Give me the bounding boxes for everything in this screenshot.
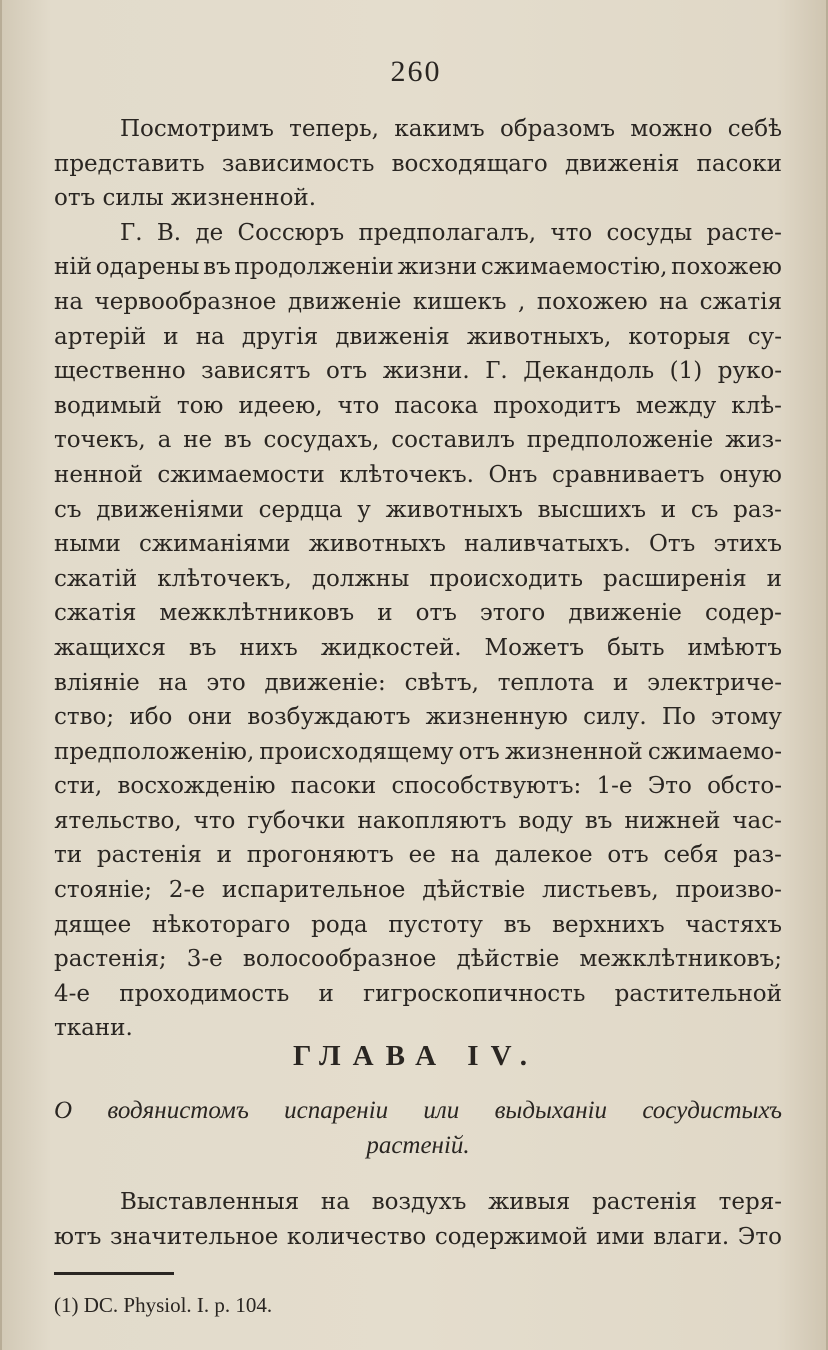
- word: что: [550, 219, 593, 246]
- word: Соссюръ: [237, 219, 345, 246]
- word: сжатія: [699, 288, 782, 315]
- word: возбуждаютъ: [247, 704, 411, 731]
- text-line: [54, 285, 782, 320]
- text-line: [54, 216, 782, 251]
- word: должны: [311, 565, 410, 592]
- word: Отъ: [649, 531, 696, 558]
- word: сжатій: [54, 565, 138, 592]
- word: раз-: [733, 842, 782, 869]
- word: представить: [54, 150, 205, 177]
- word: сердца: [258, 496, 343, 523]
- subtitle-line: [54, 1093, 782, 1128]
- word: растенія: [96, 842, 202, 869]
- word: накопляютъ: [357, 807, 507, 834]
- word: этого: [479, 600, 546, 627]
- word: сжимаемостію,: [480, 254, 668, 281]
- word: гигроскопичность: [363, 980, 586, 1007]
- word: ютъ: [54, 1223, 102, 1250]
- word: водимый: [54, 392, 162, 419]
- word: ее: [408, 842, 436, 869]
- word: нижней: [624, 807, 721, 834]
- word: выдыханіи: [494, 1097, 608, 1124]
- word: произво-: [675, 877, 782, 904]
- word: количество: [286, 1223, 427, 1250]
- word: пасоки: [290, 773, 377, 800]
- word: сосудистыхъ: [642, 1097, 782, 1124]
- word: щественно: [54, 358, 186, 385]
- word: что: [337, 392, 380, 419]
- word: составилъ: [391, 427, 515, 454]
- main-text: [54, 112, 782, 1046]
- word: значительное: [109, 1223, 279, 1250]
- word: Это: [647, 773, 692, 800]
- word: Декандоль: [523, 358, 655, 385]
- word: жизненную: [425, 704, 568, 731]
- word: раз-: [733, 496, 782, 523]
- word: теперь,: [289, 116, 379, 142]
- word: де: [195, 219, 224, 246]
- word: предполагалъ,: [358, 219, 537, 246]
- text-line: [54, 1220, 782, 1255]
- word: влаги.: [653, 1223, 730, 1250]
- word: растенія: [592, 1189, 697, 1215]
- word: и: [216, 842, 232, 869]
- word: жидкостей.: [320, 634, 462, 661]
- word: происходить: [429, 565, 583, 592]
- word: на: [158, 669, 188, 696]
- word: движеніе: [287, 288, 402, 315]
- word: въ: [188, 634, 217, 661]
- word: теря-: [718, 1189, 782, 1215]
- word: у: [357, 496, 371, 523]
- word: прогоняютъ: [246, 842, 394, 869]
- word: движеніями: [96, 496, 244, 523]
- word: другія: [241, 323, 319, 350]
- chapter-title: ГЛАВА IV.: [292, 1040, 540, 1072]
- word: нихъ: [239, 634, 298, 661]
- footnote: (1) DC. Physiol. I. p. 104.: [54, 1293, 273, 1317]
- text-line: [54, 838, 782, 873]
- word: между: [635, 392, 717, 419]
- word: ненной: [54, 461, 143, 488]
- word: предположенію,: [54, 738, 255, 765]
- word: ній: [54, 254, 93, 281]
- word: оную: [719, 461, 782, 488]
- word: артерій: [54, 323, 147, 350]
- word: клѣточекъ.: [339, 461, 474, 488]
- text-line: [54, 735, 782, 770]
- word: или: [423, 1097, 460, 1124]
- word: высшихъ: [537, 496, 647, 523]
- text-line: [54, 1185, 782, 1220]
- word: на: [450, 842, 480, 869]
- word: жизни.: [382, 358, 470, 385]
- word: 1-е: [596, 773, 633, 800]
- word: движенія: [564, 150, 680, 177]
- word: По: [661, 704, 696, 731]
- word: въ: [503, 911, 532, 938]
- text-line: [54, 250, 782, 285]
- word: и: [318, 980, 334, 1007]
- word: далекое: [494, 842, 593, 869]
- word: Посмотримъ: [120, 116, 274, 142]
- word: 2-е: [168, 877, 205, 904]
- word: дѣйствіе: [422, 877, 526, 904]
- word: отъ: [325, 358, 368, 385]
- word: происходящему: [259, 738, 454, 765]
- word: содер-: [704, 600, 782, 627]
- word: 3-е: [186, 946, 223, 973]
- word: рода: [311, 911, 368, 938]
- word: движеніе:: [264, 669, 386, 696]
- word: сравниваетъ: [552, 461, 705, 488]
- word: и: [377, 600, 393, 627]
- word: губочки: [247, 807, 346, 834]
- word: продолженіи: [234, 254, 394, 281]
- word: клѣточекъ,: [157, 565, 292, 592]
- word: сосуды: [606, 219, 693, 246]
- word: межклѣтниковъ: [159, 600, 355, 627]
- word: электриче-: [647, 669, 782, 696]
- word: Можетъ: [484, 634, 585, 661]
- word: восходящаго: [391, 150, 548, 177]
- word: (1): [669, 358, 703, 385]
- text-line: [54, 320, 782, 355]
- word: В.: [156, 219, 182, 246]
- word: на: [659, 288, 689, 315]
- text-line: [54, 112, 782, 147]
- word: силу.: [583, 704, 647, 731]
- word: какимъ: [394, 116, 485, 142]
- text-line: [54, 493, 782, 528]
- chapter-paragraph: [54, 1185, 782, 1254]
- word: кишекъ: [412, 288, 507, 315]
- word: а: [157, 427, 172, 454]
- word: въ: [224, 427, 252, 454]
- word: и: [660, 496, 677, 523]
- word: и: [613, 669, 629, 696]
- text-line: [54, 596, 782, 631]
- word: себѣ: [727, 116, 782, 142]
- word: отъ: [607, 842, 649, 869]
- word: ство;: [54, 704, 115, 731]
- word: можно: [630, 116, 713, 142]
- word: испарительное: [221, 877, 406, 904]
- word: съ: [690, 496, 719, 523]
- word: идеею,: [238, 392, 323, 419]
- text-line: [54, 666, 782, 701]
- word: проходимость: [119, 980, 290, 1007]
- word: сжатія: [54, 600, 137, 627]
- word: ными: [54, 531, 121, 558]
- word: и: [163, 323, 179, 350]
- text-line: [54, 458, 782, 493]
- word: сжимаемо-: [647, 738, 782, 765]
- word: расширенія: [603, 565, 747, 592]
- word: растительной: [614, 980, 782, 1007]
- page-number: 260: [390, 55, 442, 88]
- text-line: [54, 631, 782, 666]
- word: ти: [54, 842, 83, 869]
- word: Г.: [485, 358, 508, 385]
- word: отъ: [458, 738, 500, 765]
- text-line: ткани.: [54, 1015, 133, 1042]
- text-line: [54, 527, 782, 562]
- word: листьевъ,: [542, 877, 659, 904]
- word: червообразное: [94, 288, 277, 315]
- word: содержимой: [434, 1223, 588, 1250]
- text-line: [54, 977, 782, 1012]
- word: имѣютъ: [687, 634, 782, 661]
- text-line: [54, 562, 782, 597]
- word: себя: [663, 842, 719, 869]
- word: похожею: [536, 288, 648, 315]
- word: расте-: [706, 219, 782, 246]
- word: руко-: [717, 358, 782, 385]
- word: Выставленныя: [120, 1189, 300, 1215]
- word: сосудахъ,: [263, 427, 380, 454]
- word: О: [54, 1097, 73, 1124]
- word: восхожденію: [117, 773, 276, 800]
- word: ими: [596, 1223, 645, 1250]
- word: движенія: [335, 323, 450, 350]
- word: зависятъ: [201, 358, 311, 385]
- word: на: [195, 323, 225, 350]
- word: воду: [518, 807, 573, 834]
- word: зависимость: [221, 150, 375, 177]
- text-line: [54, 423, 782, 458]
- word: сжиманіями: [139, 531, 291, 558]
- word: межклѣтниковъ;: [579, 946, 782, 973]
- text-line: отъ силы жизненной.: [54, 185, 317, 212]
- word: дящее: [54, 911, 132, 938]
- word: жизни: [397, 254, 478, 281]
- word: теплота: [497, 669, 595, 696]
- word: растенія;: [54, 946, 167, 973]
- word: ятельство,: [54, 807, 182, 834]
- text-line: [54, 147, 782, 182]
- word: клѣ-: [731, 392, 782, 419]
- word: сти,: [54, 773, 103, 800]
- word: Онъ: [488, 461, 538, 488]
- word: точекъ,: [54, 427, 146, 454]
- word: частяхъ: [685, 911, 782, 938]
- word: пасоки: [696, 150, 782, 177]
- word: въ: [203, 254, 231, 281]
- word: животныхъ: [308, 531, 446, 558]
- word: нѣкотораго: [152, 911, 291, 938]
- word: верхнихъ: [552, 911, 665, 938]
- word: сжимаемости: [157, 461, 325, 488]
- word: ,: [518, 288, 526, 315]
- word: это: [206, 669, 246, 696]
- word: образомъ: [499, 116, 616, 142]
- word: предположеніе: [526, 427, 714, 454]
- word: движеніе: [568, 600, 682, 627]
- word: животныхъ,: [466, 323, 612, 350]
- word: быть: [607, 634, 665, 661]
- word: жизненной: [504, 738, 643, 765]
- word: пустоту: [388, 911, 483, 938]
- text-line: [54, 908, 782, 943]
- word: обсто-: [707, 773, 782, 800]
- word: и: [766, 565, 782, 592]
- word: живыя: [488, 1189, 571, 1215]
- text-line: [54, 769, 782, 804]
- word: проходитъ: [493, 392, 621, 419]
- word: вліяніе: [54, 669, 140, 696]
- text-line: [54, 389, 782, 424]
- footnote-divider: [54, 1272, 174, 1275]
- word: что: [193, 807, 236, 834]
- word: водянистомъ: [107, 1097, 249, 1124]
- word: не: [183, 427, 213, 454]
- word: пасока: [394, 392, 479, 419]
- word: этому: [711, 704, 782, 731]
- word: этихъ: [713, 531, 782, 558]
- word: ибо: [129, 704, 173, 731]
- word: наливчатыхъ.: [464, 531, 631, 558]
- word: су-: [747, 323, 782, 350]
- word: Г.: [120, 219, 143, 246]
- word: они: [187, 704, 233, 731]
- subtitle-line: растеній.: [366, 1131, 470, 1159]
- word: жиз-: [725, 427, 782, 454]
- word: способствуютъ:: [391, 773, 582, 800]
- word: которыя: [628, 323, 731, 350]
- word: дѣйствіе: [456, 946, 560, 973]
- word: тою: [176, 392, 224, 419]
- word: 4-е: [54, 980, 91, 1007]
- word: животныхъ: [385, 496, 523, 523]
- word: стояніе;: [54, 877, 153, 904]
- word: волосообразное: [242, 946, 437, 973]
- text-line: [54, 354, 782, 389]
- text-line: [54, 873, 782, 908]
- word: на: [320, 1189, 350, 1215]
- word: одарены: [95, 254, 200, 281]
- word: жащихся: [54, 634, 166, 661]
- word: на: [54, 288, 84, 315]
- word: воздухъ: [371, 1189, 467, 1215]
- word: съ: [54, 496, 82, 523]
- word: испареніи: [284, 1097, 389, 1124]
- text-line: [54, 700, 782, 735]
- word: свѣтъ,: [404, 669, 479, 696]
- chapter-subtitle: [54, 1093, 782, 1162]
- word: отъ: [415, 600, 457, 627]
- word: въ: [584, 807, 613, 834]
- word: час-: [732, 807, 782, 834]
- text-line: [54, 804, 782, 839]
- text-line: [54, 942, 782, 977]
- word: похожею: [671, 254, 782, 281]
- word: Это: [737, 1223, 782, 1250]
